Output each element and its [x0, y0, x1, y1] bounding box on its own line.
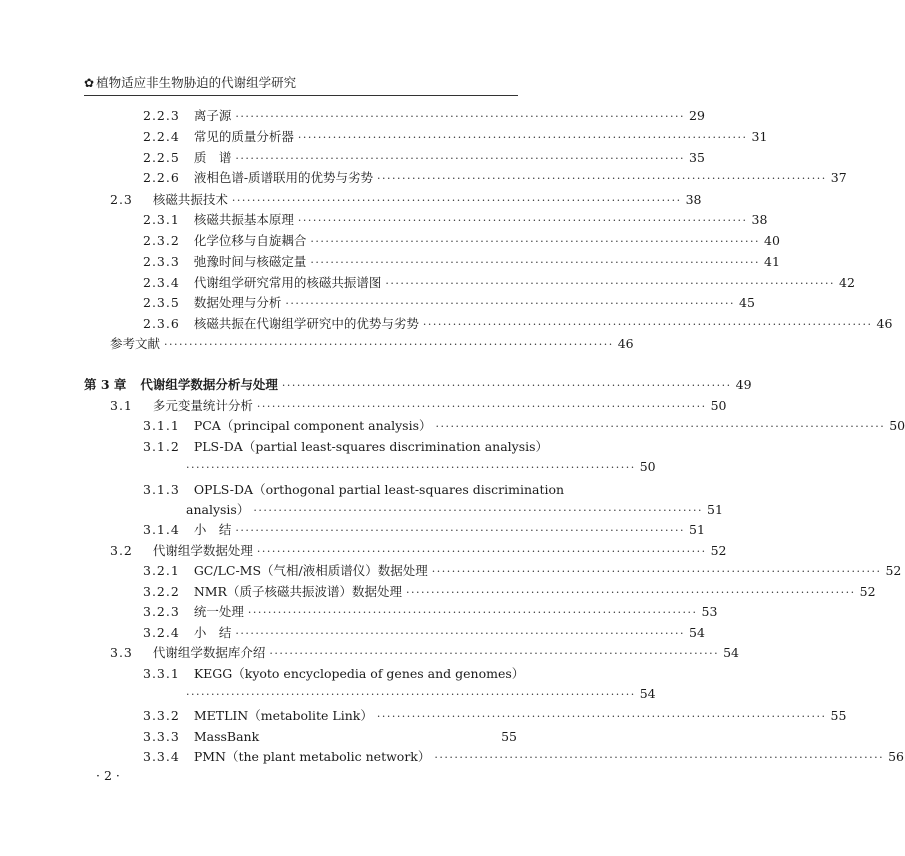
entry-title: MassBank	[193, 729, 260, 744]
entry-number: 3.3.3	[143, 729, 180, 744]
toc-entry-3-2-1[interactable]	[143, 563, 902, 579]
entry-title: OPLS-DA（orthogonal partial least-squares discrimination	[193, 482, 565, 497]
dot-leader: ··························································································	[247, 606, 698, 619]
entry-title: 数据处理与分析	[193, 295, 282, 310]
entry-number: 2.2.3	[143, 108, 180, 123]
toc-entry-3-3-2[interactable]	[143, 708, 847, 724]
entry-number: 2.3.2	[143, 233, 180, 248]
dot-leader: ··························································································	[310, 256, 761, 269]
entry-page: 45	[739, 295, 755, 310]
entry-page: 53	[701, 604, 718, 619]
entry-number: 3.2.3	[143, 604, 180, 619]
entry-title: 代谢组学数据分析与处理	[140, 377, 278, 392]
entry-number: 3.1.4	[143, 522, 180, 537]
entry-title: PCA（principal component analysis）	[193, 418, 432, 433]
entry-page: 52	[885, 563, 902, 578]
entry-title: 参考文献	[110, 336, 161, 351]
entry-number: 2.3.3	[143, 254, 180, 269]
entry-page: 50	[639, 459, 656, 474]
dot-leader: ··························································································	[253, 504, 704, 517]
dot-leader: ··························································································	[297, 214, 748, 227]
entry-number: 3.2.4	[143, 625, 180, 640]
dot-leader: ··························································································	[269, 647, 720, 660]
entry-title: 化学位移与自旋耦合	[193, 233, 307, 248]
dot-leader: ··························································································	[235, 152, 686, 165]
toc-entry-2-3-3[interactable]	[143, 254, 780, 270]
entry-title: 弛豫时间与核磁定量	[193, 254, 307, 269]
dot-leader: ··························································································	[186, 461, 636, 474]
entry-page: 50	[889, 418, 905, 433]
entry-number: 3.1.3	[143, 482, 180, 497]
entry-number: 3.1.2	[143, 439, 180, 454]
dot-leader: ··························································································	[235, 524, 686, 537]
dot-leader: ··························································································	[186, 688, 636, 701]
toc-entry-2-3-5[interactable]	[143, 295, 755, 311]
entry-title: 质 谱	[193, 150, 232, 165]
entry-page: 38	[685, 192, 702, 207]
entry-page: 52	[710, 543, 727, 558]
toc-entry-3-3-4[interactable]	[143, 749, 904, 765]
entry-number: 2.2.5	[143, 150, 180, 165]
entry-page: 35	[689, 150, 705, 165]
entry-title: 统一处理	[193, 604, 244, 619]
entry-page: 51	[707, 502, 723, 517]
toc-entry-2-3-2[interactable]	[143, 233, 780, 249]
toc-entry-3-2-3[interactable]	[143, 604, 718, 620]
toc-entry-3-1[interactable]	[110, 398, 727, 414]
entry-number: 3.1.1	[143, 418, 180, 433]
entry-number: 第 3 章	[84, 377, 127, 392]
entry-number: 2.2.4	[143, 129, 180, 144]
entry-page: 46	[876, 316, 893, 331]
dot-leader: ··························································································	[281, 379, 732, 392]
entry-number: 3.2.1	[143, 563, 180, 578]
toc-entry-2-3[interactable]	[110, 192, 702, 208]
entry-title: 离子源	[193, 108, 232, 123]
entry-title: 液相色谱-质谱联用的优势与劣势	[193, 170, 374, 185]
entry-page: 49	[735, 377, 752, 392]
entry-number: 2.2.6	[143, 170, 180, 185]
dot-leader: ··························································································	[285, 297, 736, 310]
entry-page: 51	[689, 522, 705, 537]
dot-leader: ··························································································	[256, 400, 707, 413]
entry-title: 多元变量统计分析	[152, 398, 253, 413]
entry-number: 3.2.2	[143, 584, 180, 599]
dot-leader: ··························································································	[385, 277, 836, 290]
entry-page: 54	[639, 686, 656, 701]
entry-number: 2.3.6	[143, 316, 180, 331]
toc-entry-3-2-4[interactable]	[143, 625, 705, 641]
entry-number: 2.3.1	[143, 212, 180, 227]
entry-title: 核磁共振基本原理	[193, 212, 294, 227]
entry-title: KEGG（kyoto encyclopedia of genes and genomes）	[193, 666, 525, 681]
entry-page: 55	[830, 708, 847, 723]
book-title: 植物适应非生物胁迫的代谢组学研究	[96, 75, 297, 90]
entry-page: 46	[617, 336, 634, 351]
entry-page: 54	[723, 645, 740, 660]
toc-entry-3-2-2[interactable]	[143, 584, 876, 600]
toc-entry-3-2[interactable]	[110, 543, 727, 559]
page-number: · 2 ·	[96, 768, 120, 783]
entry-title: 小 结	[193, 522, 232, 537]
toc-entry-3-1-3[interactable]	[143, 482, 565, 498]
toc-entry-3-1-2[interactable]	[143, 439, 549, 455]
entry-number: 3.3	[110, 645, 133, 660]
toc-entry-3-1-1[interactable]	[143, 418, 905, 434]
entry-title: 代谢组学数据处理	[152, 543, 253, 558]
entry-page: 31	[751, 129, 768, 144]
dot-leader	[263, 730, 497, 746]
entry-page: 42	[839, 275, 855, 290]
dot-leader: ··························································································	[297, 131, 748, 144]
entry-title: METLIN（metabolite Link）	[193, 708, 373, 723]
toc-entry-2-3-4[interactable]	[143, 275, 855, 291]
toc-entry-3-3-1-continuation	[186, 686, 656, 702]
entry-page: 29	[689, 108, 705, 123]
toc-entry-3-1-3-continuation	[186, 502, 723, 518]
dot-leader: ··························································································	[405, 586, 856, 599]
toc-entry-2-2-4[interactable]	[143, 129, 768, 145]
dot-leader: ··························································································	[256, 545, 707, 558]
entry-page: 56	[888, 749, 904, 764]
entry-title: 常见的质量分析器	[193, 129, 294, 144]
dot-leader: ··························································································	[376, 710, 827, 723]
toc-entry-references[interactable]	[110, 336, 634, 352]
entry-page: 52	[859, 584, 876, 599]
entry-title: PMN（the plant metabolic network）	[193, 749, 431, 764]
toc-entry-3-3-3[interactable]	[143, 729, 517, 745]
entry-page: 54	[689, 625, 705, 640]
dot-leader: ··························································································	[235, 110, 686, 123]
toc-entry-2-2-5[interactable]	[143, 150, 705, 166]
dot-leader: ··························································································	[431, 565, 882, 578]
flower-icon: ✿	[84, 76, 95, 90]
toc-entry-3-3-1[interactable]	[143, 666, 525, 682]
entry-title: 代谢组学数据库介绍	[152, 645, 266, 660]
entry-number: 3.3.2	[143, 708, 180, 723]
entry-title: NMR（质子核磁共振波谱）数据处理	[193, 584, 402, 599]
toc-entry-3-3[interactable]	[110, 645, 740, 661]
toc-entry-2-2-3[interactable]	[143, 108, 705, 124]
toc-entry-2-3-1[interactable]	[143, 212, 768, 228]
entry-title: 核磁共振在代谢组学研究中的优势与劣势	[193, 316, 419, 331]
entry-title: 小 结	[193, 625, 232, 640]
dot-leader: ··························································································	[235, 627, 686, 640]
entry-page: 37	[830, 170, 847, 185]
dot-leader: ··························································································	[310, 235, 761, 248]
toc-entry-3-1-2-continuation	[186, 459, 656, 475]
toc-entry-2-2-6[interactable]	[143, 170, 847, 186]
entry-title-continuation: analysis）	[186, 502, 250, 517]
entry-number: 3.1	[110, 398, 133, 413]
entry-number: 2.3	[110, 192, 133, 207]
entry-number: 3.3.1	[143, 666, 180, 681]
entry-number: 3.3.4	[143, 749, 180, 764]
entry-title: PLS-DA（partial least-squares discrimination analysis）	[193, 439, 549, 454]
dot-leader: ··························································································	[422, 318, 873, 331]
entry-page: 38	[751, 212, 768, 227]
dot-leader: ··························································································	[377, 172, 827, 185]
toc-entry-chapter-3[interactable]	[84, 377, 752, 393]
dot-leader: ··························································································	[231, 194, 682, 207]
entry-page: 50	[710, 398, 727, 413]
entry-title: GC/LC-MS（气相/液相质谱仪）数据处理	[193, 563, 428, 578]
entry-title: 核磁共振技术	[152, 192, 228, 207]
toc-entry-3-1-4[interactable]	[143, 522, 705, 538]
entry-number: 3.2	[110, 543, 133, 558]
dot-leader: ··························································································	[164, 338, 614, 351]
entry-page: 55	[501, 729, 517, 744]
entry-number: 2.3.5	[143, 295, 180, 310]
dot-leader: ··························································································	[435, 420, 886, 433]
entry-number: 2.3.4	[143, 275, 180, 290]
entry-title: 代谢组学研究常用的核磁共振谱图	[193, 275, 382, 290]
entry-page: 40	[764, 233, 780, 248]
entry-page: 41	[764, 254, 780, 269]
dot-leader: ··························································································	[434, 751, 885, 764]
toc-entry-2-3-6[interactable]	[143, 316, 893, 332]
